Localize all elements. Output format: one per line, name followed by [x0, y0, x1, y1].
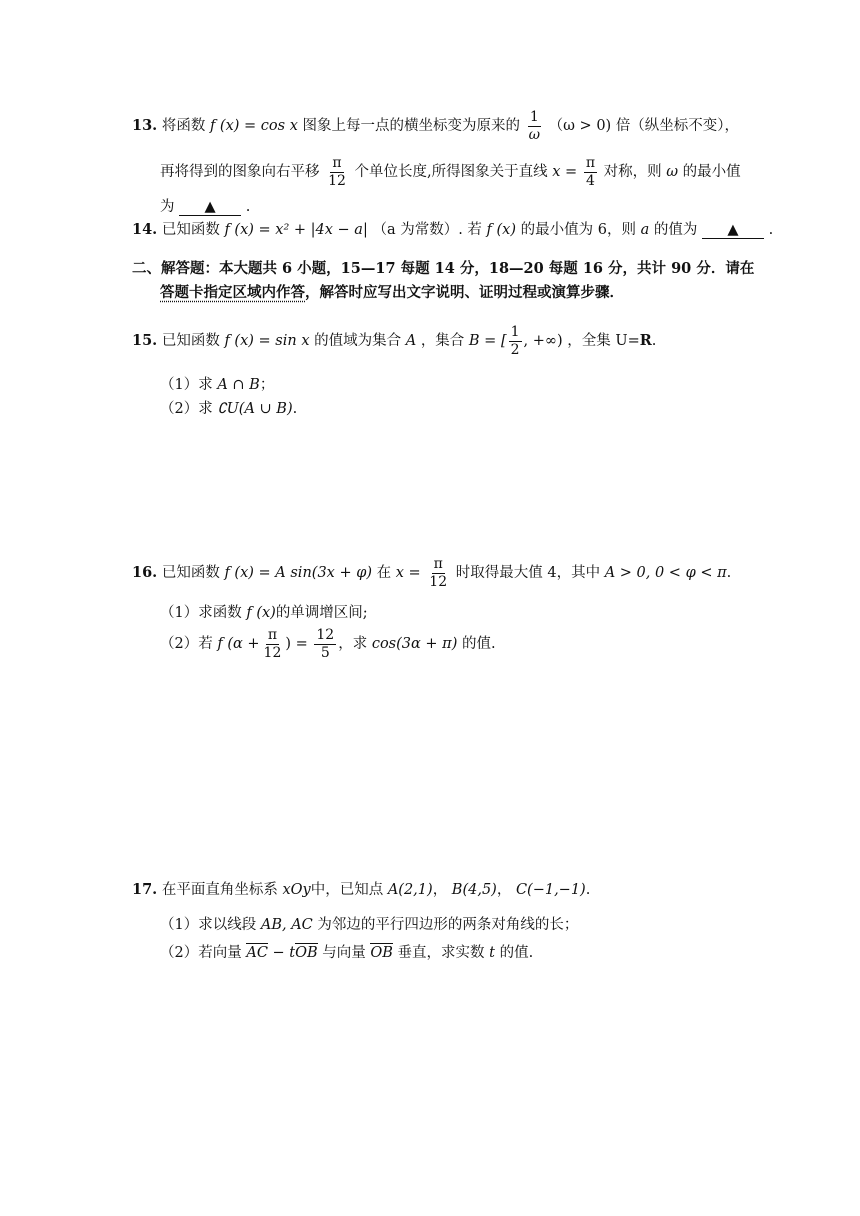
section2-line1: 二、解答题：本大题共 6 小题，15—17 每题 14 分，18—20 每题 16 分，共计 90 分．请在 — [132, 260, 755, 277]
q16-stem-b: 在 — [376, 565, 392, 581]
q15-stem-a: 已知函数 — [161, 333, 220, 349]
q15-stem-end: . — [651, 333, 657, 349]
q16-p2-num: π — [267, 626, 278, 643]
q13-text-c: 倍（纵坐标不变）， — [615, 118, 740, 134]
q15-stem-c: ，集合 — [420, 333, 465, 349]
q17-point-b: B(4,5) — [451, 882, 497, 898]
q13-line1 — [132, 107, 739, 145]
q16-val-num: 12 — [316, 626, 335, 643]
q13-fraction — [527, 109, 542, 144]
q15-part1-end: ； — [259, 377, 275, 393]
q17-stem-a: 在平面直角坐标系 — [161, 882, 278, 898]
q16-part2-lhs: f (α + — [217, 636, 260, 652]
q17-part1-a: （1）求以线段 — [160, 917, 257, 933]
q13-text-b: 图象上每一点的横坐标变为原来的 — [302, 118, 520, 134]
q14-end: . — [768, 222, 774, 238]
q16-part2-fraction — [262, 627, 284, 662]
q13-number: 13. — [132, 117, 158, 134]
section2-line2 — [160, 283, 624, 303]
q15-part1-expr: A ∩ B — [217, 377, 260, 393]
q16-part1-b: 的单调增区间; — [275, 605, 368, 621]
section2-line2-rest: ，解答时应写出文字说明、证明过程或演算步骤． — [305, 284, 624, 301]
q17-var-t: t — [489, 945, 495, 961]
q13-line2 — [160, 153, 741, 191]
q15-stem-d: ，全集 U= — [567, 333, 640, 349]
q14-fx: f (x) — [486, 222, 517, 238]
q17-part1-b: 为邻边的平行四边形的两条对角线的长； — [317, 917, 579, 933]
q13-answer-blank[interactable]: ▲ — [179, 199, 241, 216]
q17-point-a: A(2,1) — [387, 882, 433, 898]
q16-stem-expr: f (x) = A sin(3x + φ) — [224, 565, 373, 581]
q16-frac-num: π — [433, 555, 443, 572]
q16-stem-end: . — [726, 565, 732, 581]
q15-part1-label: （1）求 — [160, 377, 213, 393]
q16-part2-a: （2）若 — [160, 636, 213, 652]
q16-part2-expr: cos(3α + π) — [371, 636, 458, 652]
q14-number: 14. — [132, 221, 158, 238]
q15-frac-num: 1 — [510, 323, 520, 340]
q17-part2-a: （2）若向量 — [160, 945, 242, 961]
q16-stem — [132, 554, 731, 592]
q16-stem-x: x = — [395, 565, 421, 581]
q13-line3-a: 为 — [160, 199, 175, 215]
q15-stem-b: 的值域为集合 — [314, 333, 402, 349]
q17-part2-d: 的值. — [499, 945, 534, 961]
q13-line2-b: 个单位长度,所得图象关于直线 — [354, 164, 548, 180]
q16-stem-c: 时取得最大值 4，其中 — [455, 565, 601, 581]
q13-line2-d: 的最小值 — [682, 164, 741, 180]
q14-text-a: 已知函数 — [161, 222, 220, 238]
q13-axis-fraction — [584, 155, 597, 190]
q15-number: 15. — [132, 332, 158, 349]
q17-vector-ac: AC — [246, 945, 268, 961]
q15-part2-label: （2）求 — [160, 401, 213, 417]
q17-point-c: C(−1,−1) — [515, 882, 586, 898]
q15-stem — [132, 322, 656, 360]
q15-universe: R — [639, 332, 652, 349]
q14-text-d: 的值为 — [653, 222, 698, 238]
q17-number: 17. — [132, 881, 158, 898]
q17-stem — [132, 880, 590, 900]
q17-sep1: ， — [432, 882, 448, 898]
q13-line3 — [160, 197, 250, 217]
q16-stem-a: 已知函数 — [161, 565, 220, 581]
q13-line3-end: . — [245, 199, 251, 215]
q17-part1 — [160, 915, 578, 935]
q15-part2-end: . — [292, 401, 298, 417]
q17-part2-c: 垂直，求实数 — [397, 945, 485, 961]
q17-vector-ob: OB — [295, 945, 318, 961]
q13-condition: （ω > 0) — [548, 118, 612, 134]
q14-a: a — [640, 222, 650, 238]
q13-shift-num: π — [332, 154, 342, 171]
q13-shift-fraction — [326, 155, 348, 190]
q16-number: 16. — [132, 564, 158, 581]
q13-text-a: 将函数 — [161, 118, 206, 134]
q13-shift-den: 12 — [328, 172, 346, 189]
q13-line2-x: x = — [552, 164, 578, 180]
q16-part2-eq: ) = — [285, 636, 308, 652]
q14-expr: f (x) = x² + |4x − a| — [224, 222, 368, 238]
q15-frac-den: 2 — [510, 341, 520, 358]
q14-text-c: 的最小值为 6，则 — [520, 222, 636, 238]
q13-frac-num: 1 — [529, 108, 539, 125]
q17-part2 — [160, 943, 533, 963]
q13-frac-den: ω — [528, 126, 541, 143]
q16-part2-end: 的值. — [461, 636, 496, 652]
q13-line2-c: 对称，则 — [603, 164, 662, 180]
q13-axis-num: π — [585, 154, 596, 171]
q13-expr: f (x) = cos x — [209, 118, 298, 134]
q14-text-b: （a 为常数）. 若 — [372, 222, 482, 238]
q15-part2-expr: ∁U(A ∪ B) — [217, 401, 293, 417]
q17-part1-segments: AB, AC — [260, 917, 313, 933]
q15-set-a: A — [405, 333, 417, 349]
q16-fraction — [427, 556, 449, 591]
q16-part1 — [160, 603, 368, 623]
q17-vector-ob-2: OB — [370, 945, 393, 961]
q15-fraction — [509, 324, 522, 359]
q16-part2-b: ，求 — [338, 636, 368, 652]
q16-val-den: 5 — [320, 644, 330, 661]
q14-line — [132, 220, 773, 240]
q17-sep2: ， — [496, 882, 512, 898]
q13-line2-omega: ω — [666, 164, 679, 180]
q16-value-fraction — [314, 627, 336, 662]
q14-answer-blank[interactable]: ▲ — [702, 222, 764, 239]
q16-part2 — [160, 625, 496, 663]
q16-frac-den: 12 — [429, 573, 448, 590]
q15-part1 — [160, 375, 274, 395]
q13-axis-den: 4 — [585, 172, 595, 189]
q17-stem-end: . — [585, 882, 591, 898]
q17-part2-minus: − t — [272, 945, 296, 961]
q15-set-b-lhs: B = [ — [468, 333, 507, 349]
q13-line2-a: 再将得到的图象向右平移 — [160, 164, 320, 180]
q17-part2-b: 与向量 — [322, 945, 366, 961]
q15-stem-expr: f (x) = sin x — [224, 333, 310, 349]
q17-coord-system: xOy — [282, 882, 311, 898]
q17-stem-b: 中，已知点 — [310, 882, 384, 898]
q15-part2 — [160, 399, 297, 419]
q16-p2-den: 12 — [263, 644, 282, 661]
q16-part1-a: （1）求函数 — [160, 605, 242, 621]
section2-dotted-emphasis: 答题卡指定区域内作答 — [160, 284, 305, 301]
q16-part1-fx: f (x) — [246, 605, 276, 621]
q15-set-b-rhs: , +∞) — [523, 333, 563, 349]
q16-stem-cond: A > 0, 0 < φ < π — [604, 565, 727, 581]
